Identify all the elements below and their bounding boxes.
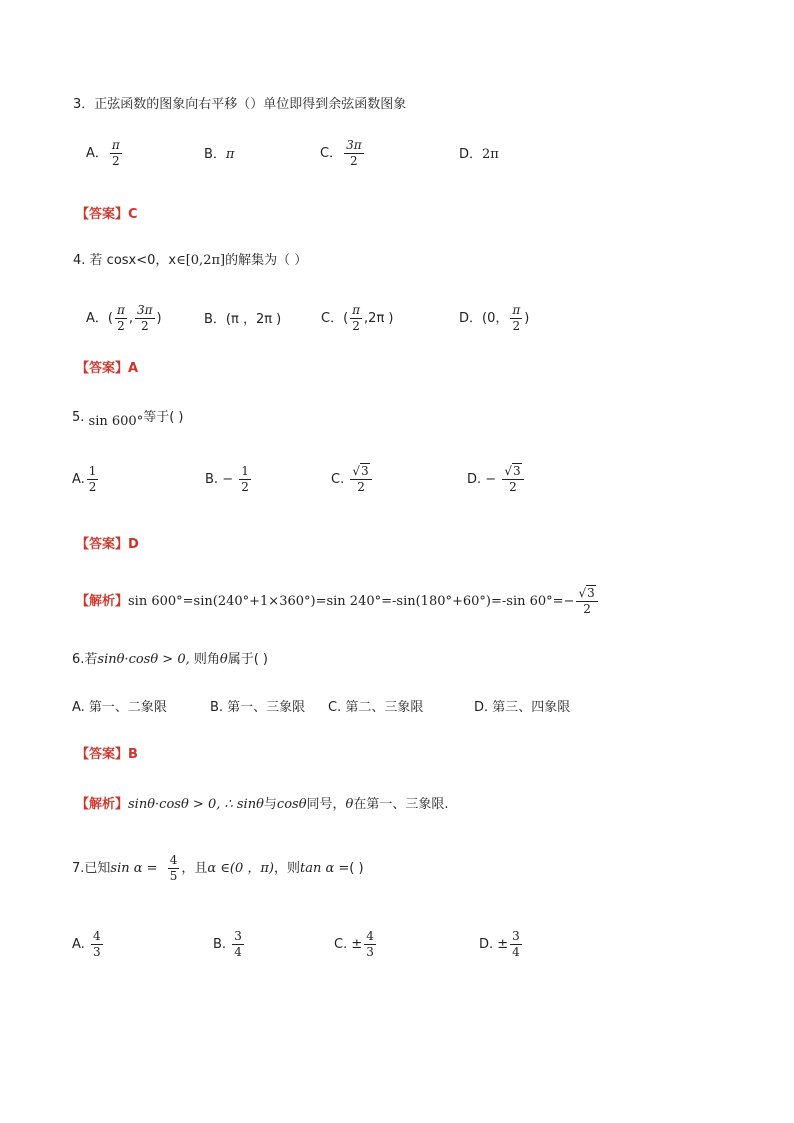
fraction: $\frac{3\pi}{2}$ xyxy=(346,138,362,168)
q6-stem: 6.若sinθ·cosθ > 0, 则角θ属于( ) xyxy=(72,652,268,667)
math-expression: sin 600° xyxy=(88,414,144,429)
q7-stem: 7.已知sin α = $\frac{4}{5}$ ，且α ∈(0 ，π)，则tan α =( ) xyxy=(72,853,364,883)
q6-option-a: A. 第一、二象限 xyxy=(72,700,167,715)
q5-answer: 【答案】D xyxy=(76,537,139,552)
option-label: A． xyxy=(86,146,108,161)
fraction: $\frac{\pi}{2}$ xyxy=(111,138,120,168)
analysis-tag: 【解析】 xyxy=(76,594,129,609)
option-value: 2π xyxy=(482,147,499,162)
sqrt-icon: √ xyxy=(578,586,587,600)
q4-option-a: A．( $\frac{\pi}{2}$ , $\frac{3\pi}{2}$ ) xyxy=(86,303,162,333)
q6-answer: 【答案】B xyxy=(76,747,138,762)
q7-option-c: C. ± $\frac{4}{3}$ xyxy=(334,929,374,959)
q5-option-b: B. − $\frac{1}{2}$ xyxy=(205,464,249,494)
q4-option-b: B．(π ，2π ) xyxy=(204,312,282,327)
math-expression: sinθ·cosθ > 0, xyxy=(97,652,190,667)
q3-option-a xyxy=(86,138,124,169)
answer-value: C xyxy=(128,207,138,222)
q5-analysis: 【解析】sin 600°=sin(240°+1×360°)=sin 240°=-sin(180°+60°)=-sin 60°=− $\frac{√3}{2}$ xyxy=(76,586,600,617)
sqrt-icon: √ xyxy=(352,464,361,478)
q7-option-d: D. ± $\frac{3}{4}$ xyxy=(479,929,520,959)
q4-option-d: D．(0， $\frac{\pi}{2}$ ) xyxy=(459,303,530,333)
q7-option-a: A. $\frac{4}{3}$ xyxy=(72,929,101,959)
q6-option-b: B. 第一、三象限 xyxy=(210,700,306,715)
q4-answer: 【答案】A xyxy=(76,361,139,376)
sqrt-icon: √ xyxy=(504,464,512,478)
analysis-text: sin 600°=sin(240°+1×360°)=sin 240°=-sin(180°+60°)=-sin 60°=− xyxy=(128,594,575,609)
q5-stem: 5. sin 600°等于( ) xyxy=(72,410,184,429)
q3-option-c: C． $\frac{3\pi}{2}$ xyxy=(320,138,362,168)
q4-option-c: C．( $\frac{\pi}{2}$ ,2π ) xyxy=(321,303,394,333)
answer-tag: 【答案】 xyxy=(76,207,129,222)
q5-option-c: C. $\frac{√3}{2}$ xyxy=(331,464,374,495)
interval: ∈[0,2π] xyxy=(176,253,226,268)
q3-stem: 3．正弦函数的图象向右平移（）单位即得到余弦函数图象 xyxy=(73,97,407,112)
q3-answer xyxy=(76,206,138,224)
q6-analysis: 【解析】sinθ·cosθ > 0, ∴ sinθ与cosθ同号，θ在第一、三象限. xyxy=(76,797,449,812)
q3-option-b: B．π xyxy=(204,147,235,162)
q6-option-c: C. 第二、三象限 xyxy=(328,700,424,715)
option-value: π xyxy=(225,147,235,162)
q4-stem: 4. 若 cosx<0，x∈[0,2π]的解集为（ ） xyxy=(73,253,308,268)
q3-option-d: D．2π xyxy=(459,147,499,162)
q5-option-d: D. − $\frac{√3}{2}$ xyxy=(467,464,526,495)
q6-option-d: D. 第三、四象限 xyxy=(474,700,571,715)
q7-option-b: B. $\frac{3}{4}$ xyxy=(213,929,242,959)
q5-option-a: A. $\frac{1}{2}$ xyxy=(72,464,97,494)
